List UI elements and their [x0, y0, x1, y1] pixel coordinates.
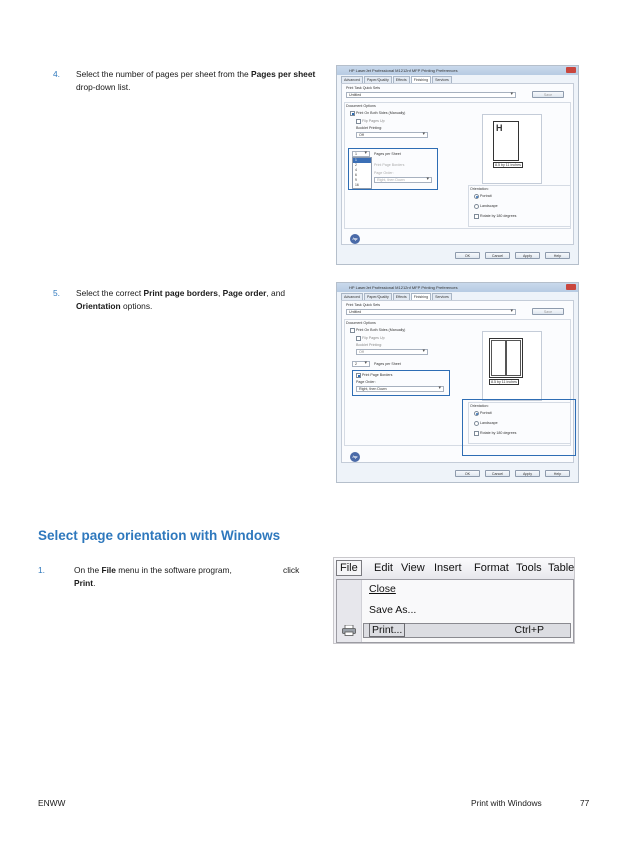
step-4-text-part: Select the number of pages per sheet from the	[76, 69, 252, 79]
print-shortcut: Ctrl+P	[514, 624, 544, 636]
print-menu-item[interactable]	[363, 623, 571, 638]
section-heading: Select page orientation with Windows	[38, 528, 281, 543]
tab-services[interactable]: Services	[432, 76, 452, 83]
tab-finishing[interactable]: Finishing	[411, 76, 431, 83]
page-order-label: Page Order:	[356, 380, 376, 384]
apply-button[interactable]: Apply	[515, 470, 540, 477]
save-button[interactable]: Save	[532, 308, 564, 315]
booklet-label: Booklet Printing:	[356, 126, 383, 130]
page-order-term: Page order	[222, 288, 267, 298]
booklet-select[interactable]: Off ▾	[356, 132, 428, 138]
apply-button[interactable]: Apply	[515, 252, 540, 259]
booklet-label: Booklet Printing:	[356, 343, 383, 347]
print-page-borders-term: Print page borders	[143, 288, 218, 298]
pages-per-sheet-select[interactable]: 2 ▾	[352, 361, 370, 367]
save-button[interactable]: Save	[532, 91, 564, 98]
step-5-number: 5.	[53, 288, 60, 298]
step-1-number: 1.	[38, 565, 45, 575]
flip-pages-label: Flip Pages Up	[362, 119, 385, 123]
step-1-text-part: .	[93, 578, 96, 588]
tab-effects[interactable]: Effects	[393, 293, 410, 300]
tab-paper-quality[interactable]: Paper/Quality	[364, 76, 392, 83]
printer-icon	[342, 625, 356, 636]
hp-logo: hp	[350, 234, 360, 244]
cancel-button[interactable]: Cancel	[485, 252, 510, 259]
orientation-term: Orientation	[76, 301, 121, 311]
menu-file[interactable]: File	[336, 560, 362, 576]
page-order-select[interactable]: Right, then Down ▾	[374, 177, 432, 183]
preview-page-2	[506, 340, 521, 376]
page-preview	[482, 331, 542, 401]
ok-button[interactable]: OK	[455, 470, 480, 477]
pages-per-sheet-label: Pages per Sheet	[374, 152, 401, 156]
step-5-text	[76, 287, 321, 313]
step-5-text-part: Select the correct	[76, 288, 144, 298]
tab-paper-quality[interactable]: Paper/Quality	[364, 293, 392, 300]
tab-advanced[interactable]: Advanced	[341, 293, 363, 300]
borders-order-highlight	[352, 370, 450, 396]
quick-sets-select[interactable]: Untitled ▾	[346, 309, 516, 315]
printing-preferences-dialog-2	[336, 282, 579, 483]
menu-view[interactable]: View	[401, 562, 425, 574]
rotate-label: Rotate by 180 degrees	[480, 214, 517, 218]
dialog-title: HP LaserJet Professional M1212nf MFP Printing Preferences	[349, 285, 458, 290]
portrait-label: Portrait	[480, 411, 492, 415]
ok-button[interactable]: OK	[455, 252, 480, 259]
booklet-select[interactable]: Off ▾	[356, 349, 428, 355]
quick-sets-select[interactable]: Untitled ▾	[346, 92, 516, 98]
portrait-radio[interactable]	[474, 194, 479, 199]
file-menu-screenshot	[333, 557, 575, 644]
print-borders-label: Print Page Borders	[374, 163, 405, 167]
paper-size-label: 8.5 by 11 inches	[491, 380, 517, 384]
flip-pages-label: Flip Pages Up	[362, 336, 385, 340]
both-sides-label: Print On Both Sides (Manually)	[356, 111, 406, 115]
menu-insert[interactable]: Insert	[434, 562, 462, 574]
finishing-panel	[341, 300, 574, 463]
pps-option[interactable]: 4	[355, 168, 357, 172]
printing-preferences-dialog-1	[336, 65, 579, 265]
menu-table[interactable]: Table	[548, 562, 575, 574]
page-order-label: Page Order:	[374, 171, 394, 175]
orientation-label: Orientation:	[470, 404, 489, 408]
dialog-titlebar	[337, 283, 578, 292]
pps-option[interactable]: 16	[355, 183, 359, 187]
quick-sets-label: Print Task Quick Sets	[346, 86, 381, 90]
portrait-label: Portrait	[480, 194, 492, 198]
preview-letter-icon: H	[496, 123, 503, 133]
both-sides-checkbox[interactable]	[350, 328, 355, 333]
rotate-label: Rotate by 180 degrees	[480, 431, 517, 435]
document-options-label: Document Options	[346, 104, 376, 108]
step-4-text-part: drop-down list.	[76, 82, 131, 92]
tab-services[interactable]: Services	[432, 293, 452, 300]
step-1-text-part: On the	[74, 565, 102, 575]
step-4-text	[76, 68, 321, 94]
hp-logo: hp	[350, 452, 360, 462]
tab-finishing[interactable]: Finishing	[411, 293, 431, 300]
step-1-text-part: menu in the software program,	[115, 565, 232, 575]
pages-per-sheet-label: Pages per Sheet	[374, 362, 401, 366]
help-button[interactable]: Help	[545, 470, 570, 477]
print-borders-label: Print Page Borders	[362, 373, 393, 377]
step-1-text	[74, 564, 314, 590]
preview-page-1	[491, 340, 506, 376]
menu-edit[interactable]: Edit	[374, 562, 393, 574]
landscape-label: Landscape	[480, 421, 498, 425]
document-options-label: Document Options	[346, 321, 376, 325]
pps-option[interactable]: 6	[355, 173, 357, 177]
save-as-menu-item[interactable]: Save As...	[369, 604, 417, 616]
pps-option[interactable]: 2	[355, 163, 357, 167]
pages-per-sheet-select[interactable]: 1 ▾	[352, 151, 370, 157]
file-dropdown	[336, 579, 574, 643]
rotate-checkbox[interactable]	[474, 214, 479, 219]
step-1-click-word: click	[283, 565, 300, 575]
pps-option[interactable]: 1	[353, 158, 371, 163]
page-number: 77	[580, 798, 590, 808]
tab-advanced[interactable]: Advanced	[341, 76, 363, 83]
finishing-panel	[341, 83, 574, 245]
orientation-highlight	[462, 399, 576, 456]
pps-option[interactable]: 9	[355, 178, 357, 182]
menu-bar	[334, 558, 574, 579]
paper-size-label: 8.5 by 11 inches	[495, 163, 521, 167]
pages-per-sheet-highlight	[348, 148, 438, 190]
file-term: File	[101, 565, 116, 575]
close-icon[interactable]	[566, 284, 576, 290]
both-sides-label: Print On Both Sides (Manually)	[356, 328, 406, 332]
step-5-text-part: , and	[266, 288, 286, 298]
dialog-title: HP LaserJet Professional M1212nf MFP Printing Preferences	[349, 68, 458, 73]
print-menu-label: Print...	[369, 623, 405, 637]
orientation-label: Orientation:	[470, 187, 489, 191]
page-preview	[482, 114, 542, 184]
pages-per-sheet-term: Pages per sheet	[251, 69, 316, 79]
menu-format[interactable]: Format	[474, 562, 509, 574]
page-order-select[interactable]: Right, then Down ▾	[356, 386, 444, 392]
landscape-radio[interactable]	[474, 204, 479, 209]
landscape-label: Landscape	[480, 204, 498, 208]
step-5-text-part: options.	[120, 301, 153, 311]
both-sides-checkbox[interactable]	[350, 111, 355, 116]
tab-effects[interactable]: Effects	[393, 76, 410, 83]
help-button[interactable]: Help	[545, 252, 570, 259]
footer-left: ENWW	[38, 798, 66, 808]
quick-sets-label: Print Task Quick Sets	[346, 303, 381, 307]
dialog-tabs	[341, 76, 453, 83]
dialog-tabs	[341, 293, 453, 300]
close-icon[interactable]	[566, 67, 576, 73]
menu-tools[interactable]: Tools	[516, 562, 542, 574]
close-menu-item[interactable]: Close	[369, 583, 396, 595]
dialog-titlebar	[337, 66, 578, 75]
step-5-text-part: ,	[217, 288, 223, 298]
print-term: Print	[74, 578, 94, 588]
flip-pages-checkbox[interactable]	[356, 336, 361, 341]
flip-pages-checkbox[interactable]	[356, 119, 361, 124]
step-4-number: 4.	[53, 69, 60, 79]
cancel-button[interactable]: Cancel	[485, 470, 510, 477]
footer-chapter: Print with Windows	[471, 798, 542, 808]
